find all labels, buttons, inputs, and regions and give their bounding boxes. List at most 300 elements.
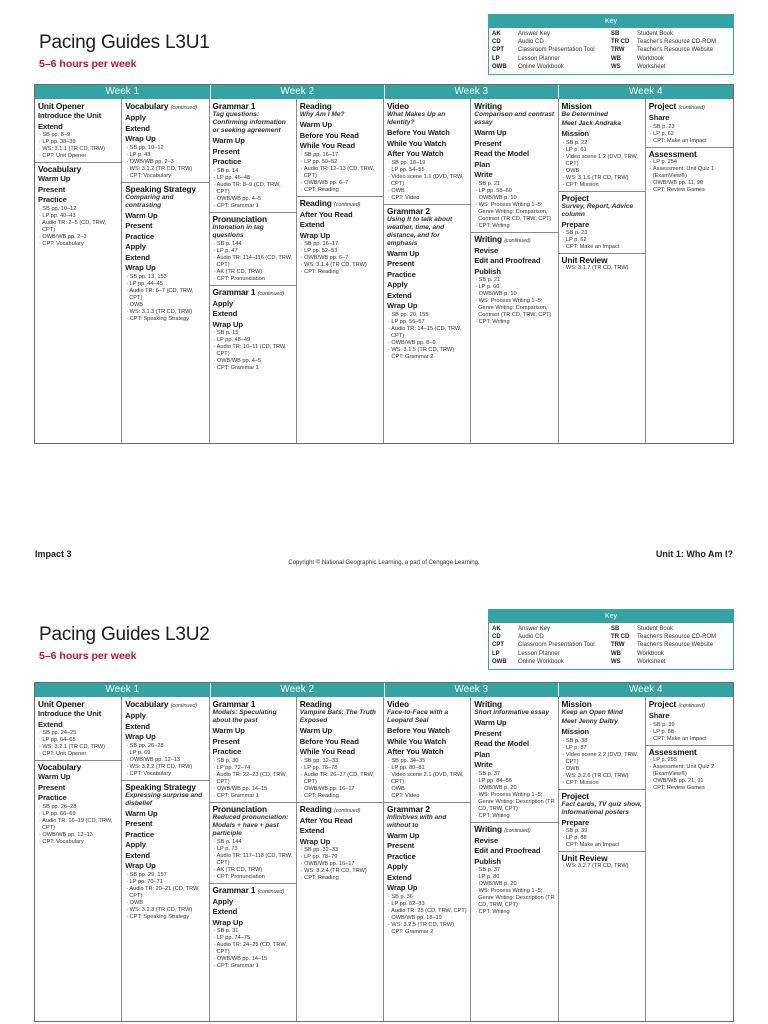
lesson-step: Wrap Up bbox=[125, 263, 156, 272]
resource-reference: · Audio TR: 16–19 (CD, TRW, CPT) bbox=[38, 818, 119, 832]
continued-label: (continued) bbox=[170, 703, 198, 709]
resource-reference: · WS: 3.1.4 (TR CD, TRW) bbox=[300, 262, 381, 269]
resource-reference: · SB p. 144 bbox=[213, 839, 294, 846]
resource-reference: · SB p. 144 bbox=[213, 241, 294, 248]
lesson-step: Mission bbox=[561, 727, 590, 736]
section-heading bbox=[559, 253, 645, 265]
week-3-header: Week 3 bbox=[385, 85, 559, 99]
day-column-2 bbox=[122, 99, 209, 443]
lesson-step: Extend bbox=[212, 309, 238, 318]
resource-reference: · CPT: Grammar 1 bbox=[213, 963, 294, 970]
lesson-step: Present bbox=[387, 259, 415, 268]
lesson-step: Wrap Up bbox=[212, 917, 243, 927]
section-title: Grammar 2 bbox=[387, 803, 430, 814]
lesson-step: Plan bbox=[474, 159, 490, 169]
lesson-step: Write bbox=[474, 760, 493, 769]
week-1-header: Week 1 bbox=[35, 683, 211, 697]
key-row bbox=[611, 658, 730, 666]
lesson-step: Before You Watch bbox=[387, 128, 450, 137]
key-row bbox=[611, 38, 730, 46]
resource-reference: · SB p. 39 bbox=[562, 828, 643, 835]
resource-reference: · LP pp. 76–78 bbox=[300, 765, 381, 772]
day-column-1 bbox=[35, 99, 122, 443]
week-2-header: Week 2 bbox=[211, 683, 386, 697]
key-abbreviation: WB bbox=[611, 650, 621, 657]
section-heading bbox=[474, 101, 555, 111]
resource-reference: · SB pp. 29, 157 bbox=[125, 872, 206, 879]
section-title: Writing bbox=[474, 233, 502, 244]
section-title: Unit Opener bbox=[38, 101, 85, 111]
resource-reference: · SB p. 21 bbox=[474, 277, 555, 284]
section-heading bbox=[38, 699, 119, 709]
resource-reference: · CPT: Writing bbox=[474, 319, 555, 326]
key-abbreviation: TR CD bbox=[611, 39, 630, 46]
resource-reference: · CPT: Make an Impact bbox=[649, 138, 731, 145]
section-heading bbox=[562, 101, 643, 111]
resource-reference: · OWB/WB pp. 6–7 bbox=[300, 255, 381, 262]
resource-reference: · WS: 3.1.6 (TR CD, TRW) bbox=[562, 175, 643, 182]
lesson-step: Apply bbox=[125, 242, 146, 251]
resource-reference: · SB p. 14 bbox=[213, 168, 294, 175]
resource-reference: · LP pp. 66–69 bbox=[38, 811, 119, 818]
resource-reference: · Audio TR: 2–5 (CD, TRW, CPT) bbox=[38, 220, 119, 234]
resource-reference: · CPT: Review Games bbox=[649, 785, 731, 792]
section-title: Unit Review bbox=[561, 255, 608, 265]
resource-reference: · WS: Process Writing 1–5; Genre Writing: Description (TR CD, TRW, CPT) bbox=[474, 792, 555, 813]
resource-reference: · LP pp. 52–53 bbox=[300, 248, 381, 255]
lesson-step: Extend bbox=[38, 719, 63, 729]
lesson-step: Before You Read bbox=[299, 130, 359, 140]
section-heading bbox=[297, 196, 383, 210]
section-heading bbox=[384, 802, 470, 814]
section-heading bbox=[559, 851, 645, 863]
section-title: Writing bbox=[474, 699, 502, 709]
resource-reference: · Assessment: Unit Quiz 1 (ExamView®) bbox=[649, 166, 731, 180]
continued-label: (continued) bbox=[678, 105, 705, 111]
resource-reference: · SB pp. 32–33 bbox=[300, 847, 381, 854]
resource-reference: · Video scene 1.2 (DVD, TRW, CPT) bbox=[562, 154, 643, 168]
key-definition: Online Workbook bbox=[518, 63, 564, 70]
resource-reference: · LP p. 47 bbox=[213, 248, 294, 255]
section-title: Speaking Strategy bbox=[125, 781, 196, 792]
resource-reference: · OWB/WB pp. 2–3 bbox=[125, 159, 206, 166]
lesson-topic: Short informative essay bbox=[474, 709, 550, 716]
key-abbreviation: LP bbox=[492, 55, 500, 62]
resource-reference: · LP p. 87 bbox=[562, 745, 643, 752]
key-row bbox=[492, 38, 611, 46]
resource-reference: · SB pp. 13, 153 bbox=[125, 274, 206, 281]
resource-reference: · LP pp. 70–71 bbox=[125, 879, 206, 886]
day-column-6 bbox=[471, 697, 558, 1021]
lesson-step: Read the Model bbox=[474, 149, 529, 158]
resource-reference: · SB pp. 26–28 bbox=[125, 743, 206, 750]
key-definition: Teacher's Resource CD-ROM bbox=[637, 634, 717, 641]
resource-reference: · CPT: Speaking Strategy bbox=[125, 914, 206, 921]
resource-reference: · CPT: Vocabulary bbox=[125, 771, 206, 778]
lesson-topic: Vampire Bats: The Truth Exposed bbox=[299, 709, 376, 724]
key-row bbox=[611, 63, 730, 71]
key-definition: Lesson Planner bbox=[518, 55, 560, 62]
lesson-step: Warm Up bbox=[38, 772, 71, 781]
section-title: Reading bbox=[299, 803, 332, 814]
section-heading bbox=[210, 883, 296, 897]
key-row bbox=[611, 55, 730, 63]
lesson-step: Extend bbox=[387, 290, 412, 300]
section-heading bbox=[649, 101, 731, 113]
section-heading bbox=[474, 699, 555, 709]
section-heading bbox=[559, 789, 645, 801]
resource-reference: · LP pp. 50–52 bbox=[300, 159, 381, 166]
resource-reference: · SB pp. 32–33 bbox=[300, 758, 381, 765]
resource-reference: · WS: 3.1.1 (TR CD, TRW) bbox=[38, 146, 119, 153]
resource-reference: · SB p. 38 bbox=[562, 738, 643, 745]
lesson-step: Publish bbox=[474, 266, 501, 276]
section-title: Project bbox=[561, 790, 589, 801]
day-column-2 bbox=[122, 697, 209, 1021]
resource-reference: · OWB/WB pp. 4–5 bbox=[213, 196, 294, 203]
lesson-step: Write bbox=[474, 170, 493, 179]
section-title: Mission bbox=[561, 699, 592, 709]
footer-book: Impact 3 bbox=[35, 549, 72, 559]
key-abbreviation: WS bbox=[611, 63, 621, 70]
section-heading bbox=[213, 699, 294, 709]
lesson-step: Apply bbox=[125, 113, 146, 122]
resource-reference: · Video scene 2.2 (DVD, TRW, CPT) bbox=[562, 752, 643, 766]
key-row bbox=[492, 633, 611, 641]
lesson-step: Warm Up bbox=[212, 136, 245, 145]
resource-reference: · LP pp. 38–39 bbox=[38, 139, 119, 146]
footer-unit: Unit 1: Who Am I? bbox=[655, 549, 733, 559]
resource-reference: · CPT: Vocabulary bbox=[38, 241, 119, 248]
section-heading bbox=[387, 699, 468, 709]
lesson-topic: Survey, Report, Advice column bbox=[561, 202, 634, 218]
day-column-8 bbox=[646, 697, 733, 1021]
lesson-topic: Meet Jenny Daltry bbox=[561, 718, 618, 725]
key-row bbox=[611, 633, 730, 641]
lesson-step: While You Watch bbox=[387, 736, 447, 746]
resource-reference: · CPT: Grammar 1 bbox=[213, 365, 294, 372]
resource-reference: · Audio TR: 114–116 (CD, TRW, CPT) bbox=[213, 255, 294, 269]
lesson-step: Read the Model bbox=[474, 739, 529, 748]
section-heading bbox=[649, 699, 731, 711]
resource-reference: · SB pp. 26–28 bbox=[38, 804, 119, 811]
key-abbreviation: SB bbox=[611, 31, 620, 37]
section-title: Mission bbox=[561, 101, 592, 111]
resource-reference: · OWB bbox=[562, 168, 643, 175]
section-heading bbox=[471, 232, 557, 246]
resource-reference: · OWB bbox=[387, 188, 468, 195]
section-heading bbox=[646, 147, 733, 159]
lesson-step: Warm Up bbox=[38, 174, 71, 183]
resource-reference: · SB p. 30 bbox=[213, 758, 294, 765]
lesson-step: Present bbox=[212, 736, 240, 746]
resource-reference: · LP pp. 80–81 bbox=[387, 765, 468, 772]
lesson-step: Practice bbox=[212, 157, 242, 166]
pacing-guide-u2 bbox=[0, 512, 768, 1024]
resource-reference: · CPT: Reading bbox=[300, 269, 381, 276]
day-column-3 bbox=[210, 697, 297, 1021]
resource-reference: · WS: Process Writing 1–5; Genre Writing: Comparison, Contrast (TR CD, TRW, CPT) bbox=[474, 202, 555, 223]
resource-reference: · LP pp. 72–74 bbox=[213, 765, 294, 772]
lesson-step: Warm Up bbox=[474, 718, 507, 727]
lesson-step: Present bbox=[474, 728, 502, 738]
lesson-step: Practice bbox=[387, 269, 416, 279]
resource-reference: · OWB/WB pp. 21, 91 bbox=[649, 778, 731, 785]
key-row bbox=[492, 650, 611, 658]
section-heading bbox=[384, 204, 470, 216]
key-definition: Teacher's Resource Website bbox=[637, 47, 714, 54]
resource-reference: · LP pp. 48–49 bbox=[213, 337, 294, 344]
section-title: Video bbox=[387, 101, 409, 111]
continued-label: (continued) bbox=[257, 290, 285, 297]
resource-reference: · WS: 3.1.2 (TR CD, TRW) bbox=[125, 166, 206, 173]
week-4-header: Week 4 bbox=[628, 684, 663, 695]
resource-reference: · WS: 3.2.3 (TR CD, TRW) bbox=[125, 907, 206, 914]
key-abbreviation: CPT bbox=[492, 642, 504, 649]
lesson-topic: Modals: Speculating about the past bbox=[212, 709, 277, 724]
lesson-topic: Fact cards, TV quiz show, Informational posters bbox=[561, 800, 642, 816]
section-title: Project bbox=[648, 699, 677, 709]
resource-reference: · OWB/WB pp. 16–17 bbox=[300, 861, 381, 868]
section-title: Project bbox=[561, 192, 589, 203]
section-heading bbox=[387, 101, 468, 111]
lesson-step: While You Read bbox=[299, 141, 356, 150]
lesson-step: Practice bbox=[212, 747, 242, 756]
key-box bbox=[488, 609, 734, 670]
lesson-step: After You Watch bbox=[387, 747, 444, 756]
key-definition: Student Book bbox=[637, 626, 674, 632]
lesson-topic: Meet Jack Andraka bbox=[561, 120, 621, 127]
lesson-step: Warm Up bbox=[474, 128, 507, 137]
day-column-1 bbox=[35, 697, 122, 1021]
lesson-step: Before You Read bbox=[299, 736, 359, 746]
resource-reference: · SB p. 23 bbox=[649, 124, 731, 131]
lesson-topic: Infinitives with and without to bbox=[387, 813, 447, 829]
week-2-header: Week 2 bbox=[211, 85, 386, 99]
resource-reference: · Assessment: Unit Quiz 2 (ExamView®) bbox=[649, 764, 731, 778]
resource-reference: · LP pp. 44–45 bbox=[125, 281, 206, 288]
resource-reference: · OWB bbox=[125, 302, 206, 309]
lesson-step: Warm Up bbox=[387, 830, 420, 840]
lesson-step: Wrap Up bbox=[299, 230, 331, 240]
week-3-header: Week 3 bbox=[385, 683, 559, 697]
resource-reference: · CPT: Vocabulary bbox=[125, 173, 206, 180]
resource-reference: · LP p. 86 bbox=[474, 874, 555, 881]
key-definition: Answer Key bbox=[518, 31, 551, 37]
lesson-topic: Why Am I Me? bbox=[299, 111, 345, 118]
lesson-step: Edit and Proofread bbox=[474, 846, 541, 855]
lesson-step: Warm Up bbox=[125, 210, 158, 220]
lesson-step: Apply bbox=[387, 862, 408, 871]
lesson-step: Extend bbox=[125, 721, 150, 731]
lesson-step: Share bbox=[648, 711, 670, 720]
section-title: Pronunciation bbox=[212, 803, 267, 814]
resource-reference: · Audio TR: 22–23 (CD, TRW, CPT) bbox=[213, 772, 294, 786]
resource-reference: · CPT: Grammar 2 bbox=[387, 354, 468, 361]
section-heading bbox=[559, 191, 645, 203]
key-abbreviation: CD bbox=[492, 634, 501, 641]
resource-reference: · OWB/WB pp. 8–9 bbox=[387, 340, 468, 347]
resource-reference: · Video scene 2.1 (DVD, TRW, CPT) bbox=[387, 772, 468, 786]
day-column-3 bbox=[210, 99, 297, 443]
lesson-step: Edit and Proofread bbox=[474, 256, 541, 265]
key-definition: Worksheet bbox=[637, 63, 666, 70]
lesson-step: Revise bbox=[474, 835, 499, 845]
resource-reference: · WS: Process Writing 1–5; Genre Writing: Description (TR CD, TRW, CPT) bbox=[474, 888, 555, 909]
page-title: Pacing Guides L3U1 bbox=[39, 32, 210, 53]
key-definition: Worksheet bbox=[637, 658, 666, 665]
section-heading bbox=[300, 699, 381, 709]
day-column-7 bbox=[559, 99, 646, 443]
lesson-topic: Face-to-Face with a Leopard Seal bbox=[387, 709, 449, 724]
resource-reference: · SB pp. 34–35 bbox=[387, 758, 468, 765]
section-title: Unit Opener bbox=[38, 699, 85, 709]
resource-reference: · WS: 3.2.6 (TR CD, TRW) bbox=[562, 773, 643, 780]
resource-reference: · CPT: Pronunciation bbox=[213, 276, 294, 283]
resource-reference: · LP pp. 84–86 bbox=[474, 778, 555, 785]
key-row bbox=[492, 63, 611, 71]
key-definition: Audio CD bbox=[518, 634, 544, 641]
key-row bbox=[492, 55, 611, 63]
continued-label: (continued) bbox=[678, 703, 705, 709]
lesson-step: Warm Up bbox=[125, 808, 158, 818]
section-title: Writing bbox=[474, 823, 502, 834]
resource-reference: · SB p. 39 bbox=[649, 722, 731, 729]
lesson-step: Publish bbox=[474, 856, 501, 866]
resource-reference: · AK (TR CD, TRW) bbox=[213, 867, 294, 874]
lesson-step: While You Read bbox=[299, 747, 356, 756]
resource-reference: · CPT: Video bbox=[387, 195, 468, 202]
day-column-7 bbox=[559, 697, 646, 1021]
section-heading bbox=[210, 285, 296, 299]
lesson-step: Warm Up bbox=[212, 726, 245, 735]
key-abbreviation: OWB bbox=[492, 658, 507, 665]
resource-reference: · OWB/WB p. 10 bbox=[474, 291, 555, 298]
page-subtitle: 5–6 hours per week bbox=[39, 58, 137, 70]
section-title: Pronunciation bbox=[212, 213, 267, 224]
section-title: Assessment bbox=[648, 746, 697, 757]
resource-reference: · SB p. 36 bbox=[387, 894, 468, 901]
resource-reference: · CPT: Pronunciation bbox=[213, 874, 294, 881]
key-row bbox=[492, 658, 611, 666]
lesson-step: Introduce the Unit bbox=[38, 709, 102, 718]
lesson-topic: Intonation in tag questions bbox=[212, 223, 264, 239]
resource-reference: · LP p. 73 bbox=[213, 846, 294, 853]
lesson-step: Extend bbox=[299, 220, 325, 229]
key-row bbox=[611, 625, 730, 633]
lesson-topic: Comparison and contrast essay bbox=[474, 111, 555, 126]
resource-reference: · LP p. 60 bbox=[474, 284, 555, 291]
lesson-topic: Be Determined bbox=[561, 111, 609, 118]
key-abbreviation: WB bbox=[611, 55, 621, 62]
key-abbreviation: WS bbox=[611, 658, 621, 665]
resource-reference: · CPT: Reading bbox=[300, 793, 381, 800]
resource-reference: · CPT: Review Games bbox=[649, 187, 731, 194]
section-heading bbox=[122, 182, 208, 194]
key-definition: Lesson Planner bbox=[518, 650, 560, 657]
lesson-step: After You Watch bbox=[387, 149, 444, 158]
resource-reference: · OWB/WB pp. 2–3 bbox=[38, 234, 119, 241]
lesson-step: Present bbox=[474, 138, 502, 148]
week-header-row bbox=[35, 85, 733, 99]
key-definition: Workbook bbox=[637, 55, 664, 62]
resource-reference: · WS: Process Writing 1–5; Genre Writing: Comparison, Contrast (TR CD, TRW, CPT) bbox=[474, 298, 555, 319]
resource-reference: · CPT: Unit Opener bbox=[38, 751, 119, 758]
resource-reference: · Audio TR: 20–21 (CD, TRW, CPT) bbox=[125, 886, 206, 900]
resource-reference: · CPT: Reading bbox=[300, 875, 381, 882]
lesson-step: After You Read bbox=[299, 815, 353, 825]
resource-reference: · LP p. 62 bbox=[562, 237, 643, 244]
continued-label: (continued) bbox=[257, 888, 285, 895]
section-heading bbox=[300, 101, 381, 111]
key-row bbox=[611, 641, 730, 649]
continued-label: (continued) bbox=[334, 201, 361, 208]
resource-reference: · CPT: Make an Impact bbox=[649, 736, 731, 743]
resource-reference: · WS: 3.2.7 (TR CD, TRW) bbox=[562, 863, 643, 870]
section-heading bbox=[38, 101, 119, 111]
resource-reference: · Audio TR: 28 (CD, TRW, CPT) bbox=[387, 908, 468, 915]
key-definition: Teacher's Resource CD-ROM bbox=[637, 39, 717, 46]
schedule-columns bbox=[35, 99, 733, 443]
resource-reference: · OWB/WB pp. 16–17 bbox=[300, 786, 381, 793]
resource-reference: · CPT: Mission bbox=[562, 182, 643, 189]
lesson-step: Extend bbox=[125, 252, 150, 262]
lesson-step: Apply bbox=[125, 840, 146, 849]
lesson-step: Present bbox=[125, 819, 153, 828]
key-right bbox=[611, 625, 730, 666]
resource-reference: · OWB/WB pp. 11, 90 bbox=[649, 180, 731, 187]
resource-reference: · CPT: Mission bbox=[562, 780, 643, 787]
resource-reference: · LP p. 88 bbox=[649, 729, 731, 736]
lesson-step: Practice bbox=[38, 793, 67, 802]
key-abbreviation: LP bbox=[492, 650, 500, 657]
section-heading bbox=[122, 780, 208, 792]
resource-reference: · LP p. 62 bbox=[649, 131, 731, 138]
week-4-header: Week 4 bbox=[628, 86, 663, 97]
section-title: Vocabulary bbox=[125, 699, 169, 709]
resource-reference: · OWB bbox=[562, 766, 643, 773]
resource-reference: · CPT: Reading bbox=[300, 187, 381, 194]
key-abbreviation: CD bbox=[492, 39, 501, 46]
lesson-topic: What Makes Up an Identity? bbox=[387, 111, 446, 126]
resource-reference: · LP p. 254 bbox=[649, 159, 731, 166]
lesson-step: Practice bbox=[125, 231, 155, 241]
key-abbreviation: SB bbox=[611, 626, 620, 632]
key-row bbox=[611, 650, 730, 658]
resource-reference: · LP pp. 54–55 bbox=[387, 167, 468, 174]
resource-reference: · OWB/WB pp. 4–5 bbox=[213, 358, 294, 365]
lesson-step: Plan bbox=[474, 749, 490, 759]
resource-reference: · LP p. 61 bbox=[562, 147, 643, 154]
key-row bbox=[611, 46, 730, 54]
page-title: Pacing Guides L3U2 bbox=[39, 624, 210, 645]
footer-copyright: Copyright © National Geographic Learning, a part of Cengage Learning. bbox=[288, 560, 480, 566]
resource-reference: · Audio TR: 6–7 (CD, TRW, CPT) bbox=[125, 288, 206, 302]
section-title: Vocabulary bbox=[38, 762, 82, 772]
section-heading bbox=[297, 802, 383, 816]
resource-reference: · WS: 3.2.5 (TR CD, TRW) bbox=[387, 922, 468, 929]
resource-reference: · WS: 3.2.4 (TR CD, TRW) bbox=[300, 868, 381, 875]
section-title: Vocabulary bbox=[38, 164, 82, 174]
key-definition: Workbook bbox=[637, 650, 664, 657]
schedule-grid bbox=[34, 682, 734, 1022]
resource-reference: · SB pp. 24–25 bbox=[38, 730, 119, 737]
resource-reference: · Audio TR: 10–11 (CD, TRW, CPT) bbox=[213, 344, 294, 358]
resource-reference: · OWB bbox=[125, 900, 206, 907]
resource-reference: · SB p. 15 bbox=[213, 330, 294, 337]
key-definition: Student Book bbox=[637, 31, 674, 37]
section-title: Vocabulary bbox=[125, 101, 169, 111]
